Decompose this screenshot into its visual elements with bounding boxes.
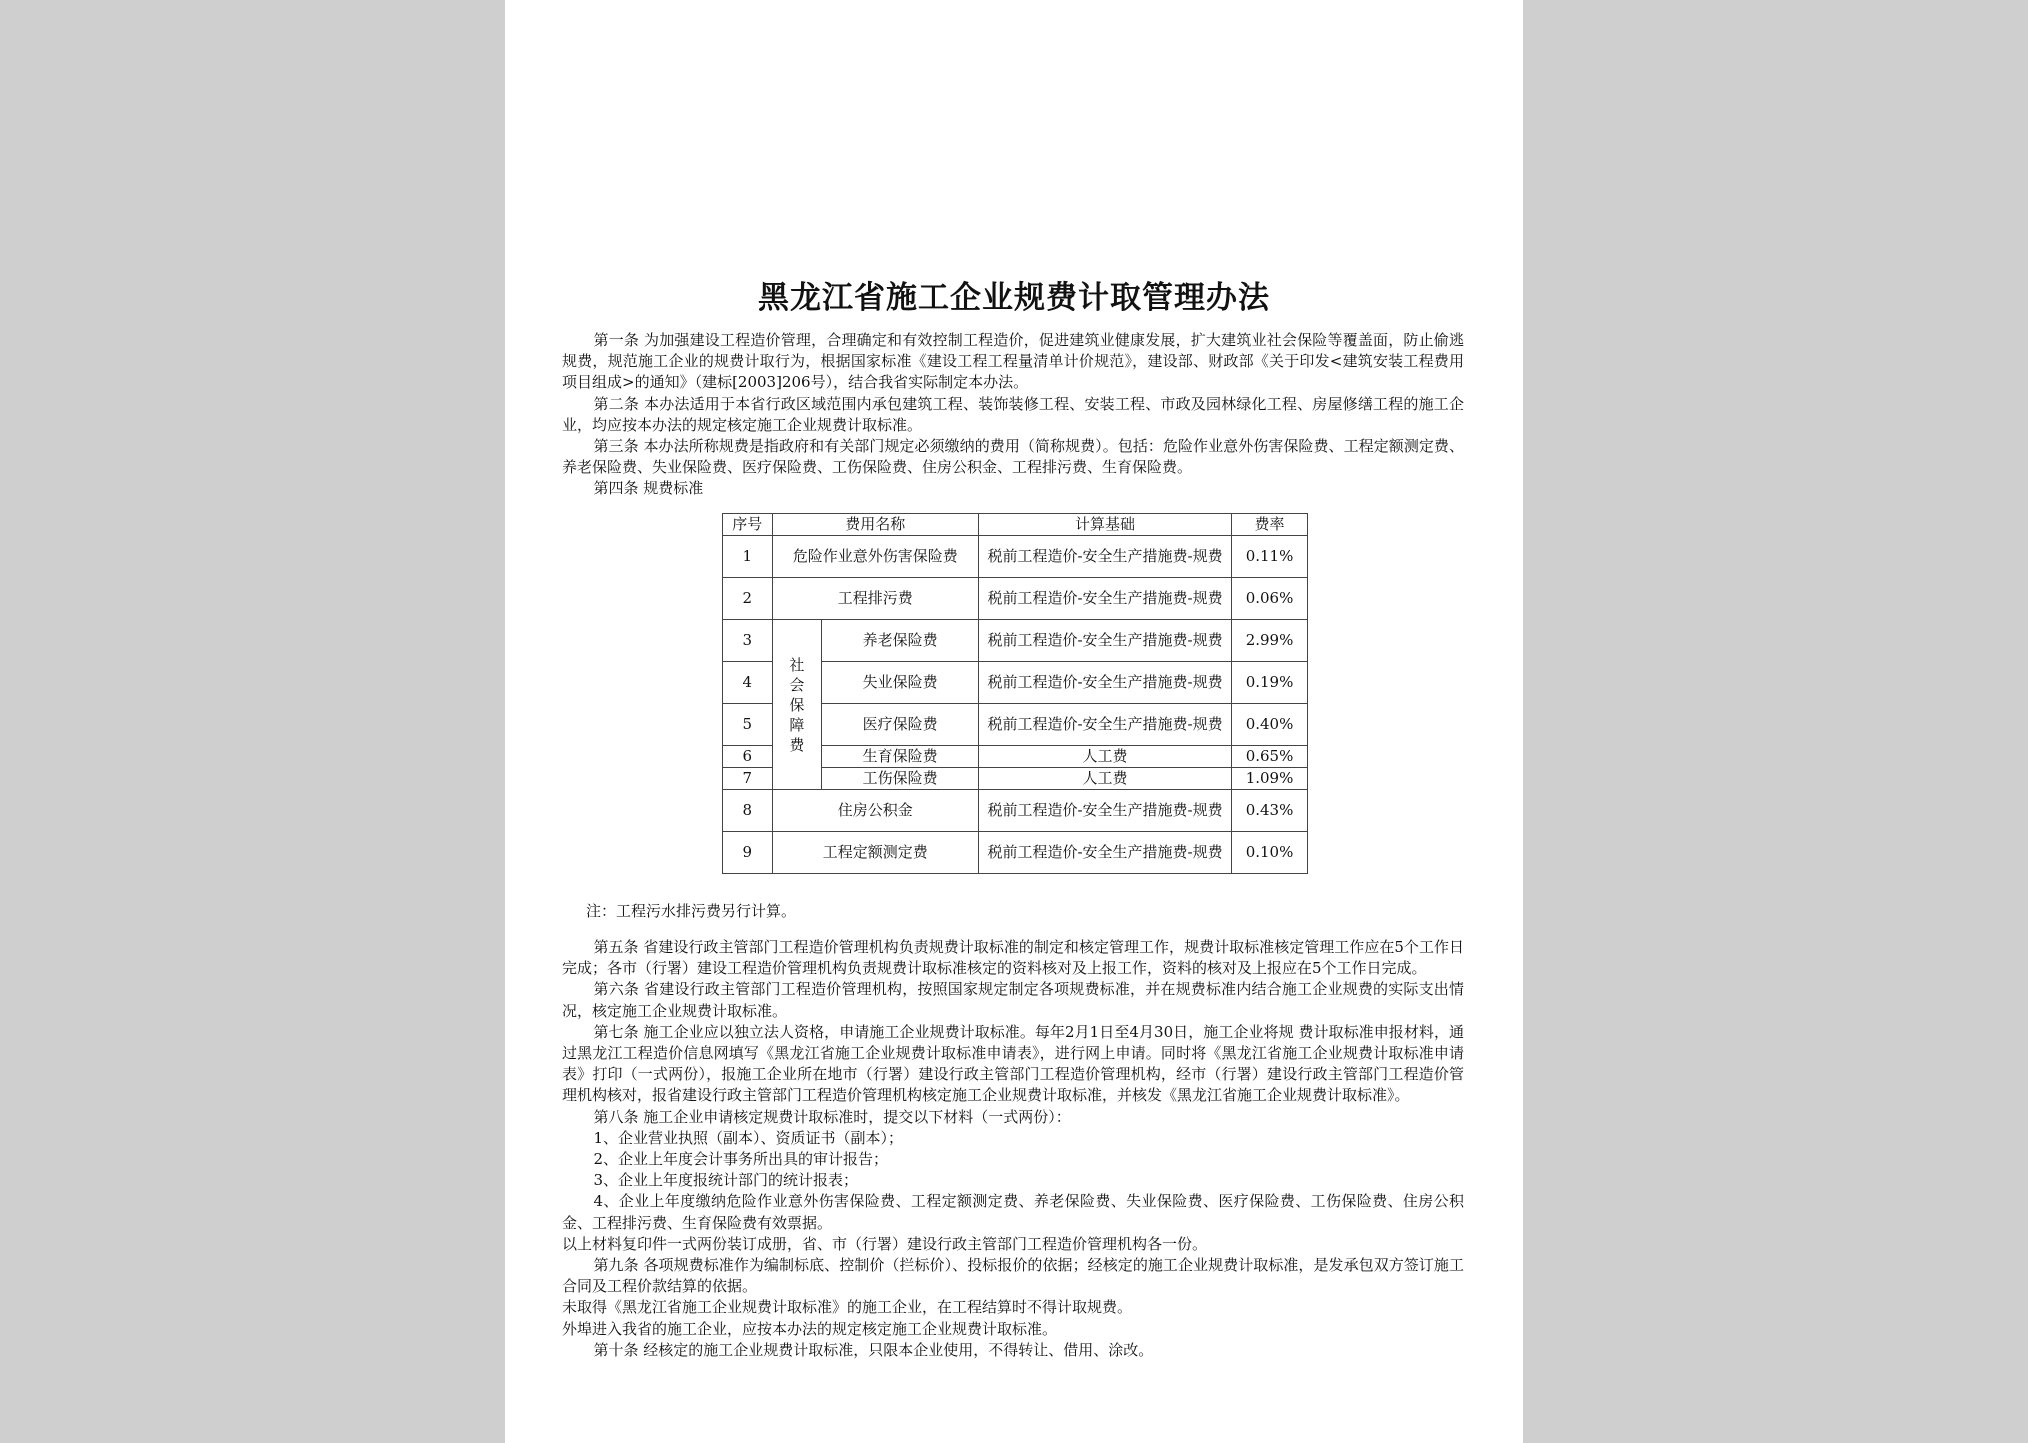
row-name: 工程定额测定费 [772, 832, 978, 874]
table-note: 注：工程污水排污费另行计算。 [586, 902, 797, 920]
article-2: 第二条 本办法适用于本省行政区域范围内承包建筑工程、装饰装修工程、安装工程、市政及园林绿化工程、房屋修缮工程的施工企业，均应按本办法的规定核定施工企业规费计取标准。 [562, 394, 1464, 434]
row-no: 5 [723, 704, 773, 746]
article-1: 第一条 为加强建设工程造价管理，合理确定和有效控制工程造价，促进建筑业健康发展，扩大建筑业社会保险等覆盖面，防止偷逃规费，规范施工企业的规费计取行为，根据国家标准《建设工程工程量清单计价规范》，建设部、财政部《关于印发<建筑安装工程费用项目组成>的通知》（建标[2003]206号），结合我省实际制定本办法。 [562, 331, 1464, 392]
social-security-group-label [772, 620, 822, 790]
table-row [723, 832, 1308, 874]
row-rate: 0.06% [1232, 578, 1308, 620]
article-7: 第七条 施工企业应以独立法人资格，申请施工企业规费计取标准。每年2月1日至4月30日，施工企业将规 费计取标准申报材料，通过黑龙江工程造价信息网填写《黑龙江省施工企业规费计取标准申请表》，进行网上申请。同时将《黑龙江省施工企业规费计取标准申请表》打印（一式两份），报施工企业所在地市（行署）建设行政主管部门工程造价管理机构，经市（行署）建设行政主管部门工程造价管理机构核对，报省建设行政主管部门工程造价管理机构核定施工企业规费计取标准，并核发《黑龙江省施工企业规费计取标准》。 [562, 1022, 1464, 1105]
row-name: 危险作业意外伤害保险费 [772, 536, 978, 578]
row-base: 人工费 [979, 768, 1232, 790]
row-name: 生育保险费 [822, 746, 979, 768]
header-name: 费用名称 [772, 514, 978, 536]
row-no: 3 [723, 620, 773, 662]
row-no: 7 [723, 768, 773, 790]
row-rate: 0.19% [1232, 662, 1308, 704]
row-rate: 0.11% [1232, 536, 1308, 578]
group-label-text: 社会保障费 [789, 655, 805, 754]
row-base: 税前工程造价-安全生产措施费-规费 [979, 662, 1232, 704]
row-name: 住房公积金 [772, 790, 978, 832]
page-title: 黑龙江省施工企业规费计取管理办法 [758, 280, 1270, 316]
row-no: 9 [723, 832, 773, 874]
materials-note: 以上材料复印件一式两份装订成册，省、市（行署）建设行政主管部门工程造价管理机构各一份。 [562, 1234, 1208, 1253]
row-no: 8 [723, 790, 773, 832]
row-rate: 0.40% [1232, 704, 1308, 746]
row-rate: 1.09% [1232, 768, 1308, 790]
article-10: 第十条 经核定的施工企业规费计取标准，只限本企业使用，不得转让、借用、涂改。 [593, 1340, 1154, 1359]
row-name: 养老保险费 [822, 620, 979, 662]
row-no: 6 [723, 746, 773, 768]
fee-standard-table [722, 513, 1308, 874]
row-name: 工程排污费 [772, 578, 978, 620]
table-row [723, 536, 1308, 578]
row-no: 4 [723, 662, 773, 704]
header-base: 计算基础 [979, 514, 1232, 536]
intro-articles [562, 330, 1464, 500]
row-rate: 0.10% [1232, 832, 1308, 874]
row-base: 税前工程造价-安全生产措施费-规费 [979, 704, 1232, 746]
list-item: 1、企业营业执照（副本）、资质证书（副本）； [593, 1128, 904, 1147]
header-rate: 费率 [1232, 514, 1308, 536]
row-base: 税前工程造价-安全生产措施费-规费 [979, 790, 1232, 832]
table-header-row [723, 514, 1308, 536]
header-no: 序号 [723, 514, 773, 536]
table-row [723, 620, 1308, 662]
row-no: 1 [723, 536, 773, 578]
table-row [723, 578, 1308, 620]
article-4: 第四条 规费标准 [593, 479, 704, 498]
row-no: 2 [723, 578, 773, 620]
article-6: 第六条 省建设行政主管部门工程造价管理机构，按照国家规定制定各项规费标准，并在规费标准内结合施工企业规费的实际支出情况，核定施工企业规费计取标准。 [562, 980, 1464, 1020]
article-5: 第五条 省建设行政主管部门工程造价管理机构负责规费计取标准的制定和核定管理工作，规费计取标准核定管理工作应在5个工作日完成；各市（行署）建设工程造价管理机构负责规费计取标准核定的资料核对及上报工作，资料的核对及上报应在5个工作日完成。 [562, 938, 1464, 978]
list-item: 4、企业上年度缴纳危险作业意外伤害保险费、工程定额测定费、养老保险费、失业保险费、医疗保险费、工伤保险费、住房公积金、工程排污费、生育保险费有效票据。 [562, 1192, 1464, 1232]
row-base: 人工费 [979, 746, 1232, 768]
list-item: 3、企业上年度报统计部门的统计报表； [593, 1171, 859, 1190]
row-name: 失业保险费 [822, 662, 979, 704]
remaining-articles [562, 937, 1464, 1361]
row-rate: 0.65% [1232, 746, 1308, 768]
row-base: 税前工程造价-安全生产措施费-规费 [979, 578, 1232, 620]
article-8: 第八条 施工企业申请核定规费计取标准时，提交以下材料（一式两份）： [593, 1107, 1071, 1126]
article-3: 第三条 本办法所称规费是指政府和有关部门规定必须缴纳的费用（简称规费）。包括：危险作业意外伤害保险费、工程定额测定费、养老保险费、失业保险费、医疗保险费、工伤保险费、住房公积金、工程排污费、生育保险费。 [562, 437, 1464, 477]
list-item: 2、企业上年度会计事务所出具的审计报告； [593, 1150, 889, 1169]
row-rate: 0.43% [1232, 790, 1308, 832]
article-9-clause: 外埠进入我省的施工企业，应按本办法的规定核定施工企业规费计取标准。 [562, 1319, 1058, 1338]
document-page [505, 0, 1523, 1443]
row-name: 工伤保险费 [822, 768, 979, 790]
row-base: 税前工程造价-安全生产措施费-规费 [979, 536, 1232, 578]
row-base: 税前工程造价-安全生产措施费-规费 [979, 620, 1232, 662]
article-9: 第九条 各项规费标准作为编制标底、控制价（拦标价）、投标报价的依据；经核定的施工企业规费计取标准，是发承包双方签订施工合同及工程价款结算的依据。 [562, 1256, 1464, 1296]
row-base: 税前工程造价-安全生产措施费-规费 [979, 832, 1232, 874]
article-9-clause: 未取得《黑龙江省施工企业规费计取标准》的施工企业，在工程结算时不得计取规费。 [562, 1298, 1133, 1317]
row-rate: 2.99% [1232, 620, 1308, 662]
table-row [723, 790, 1308, 832]
row-name: 医疗保险费 [822, 704, 979, 746]
